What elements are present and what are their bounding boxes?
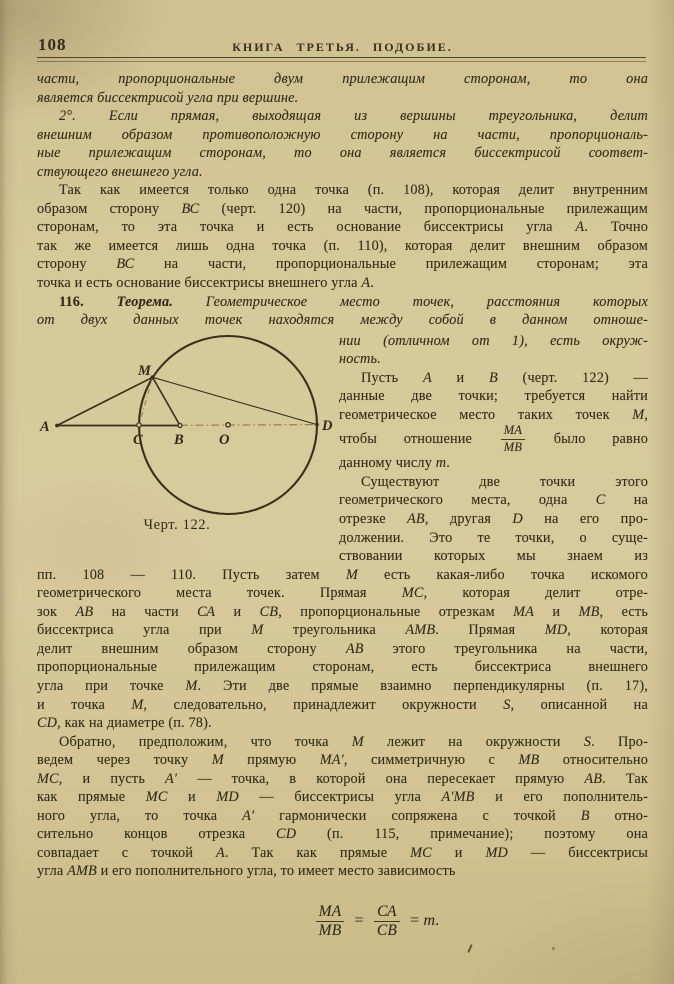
text-line: от двух данных точек находятся между собой в данном отноше- — [37, 312, 648, 329]
paragraph-block-top — [37, 70, 648, 330]
text-line: угла при точке М. Эти две прямые взаимно перпендикулярны (п. 17), — [37, 677, 648, 694]
segment-md — [153, 377, 317, 424]
page-header — [37, 0, 648, 56]
text-line: сторонам, то эта точка и есть основание биссектрисы угла А. Точно — [37, 219, 648, 236]
text-line: сительно концов отрезка CD (п. 115, примечание); поэтому она — [37, 826, 648, 843]
running-title: КНИГА ТРЕТЬЯ. ПОДОБИЕ. — [232, 40, 453, 54]
text-line: ные прилежащим сторонам, то она является биссектрисой соответ- — [37, 145, 648, 162]
page-number: 108 — [38, 35, 67, 54]
text-line: части, пропорциональные двум прилежащим сторонам, то она — [37, 71, 648, 87]
text-line: нии (отличном от 1), есть окруж- — [339, 332, 648, 349]
text-line: совпадает с точкой А. Так как прямые МС и MD — биссектрисы — [37, 844, 648, 861]
figure-caption: Черт. 122. — [143, 516, 211, 533]
inline-fraction: $\frac{СА}{СВ}$ — [374, 904, 400, 940]
text-line: Так как имеется только одна точка (п. 108), которая делит внутренним — [59, 182, 648, 199]
text-line: точка и есть основание биссектрисы внешнего угла А. — [37, 275, 375, 292]
text-line: геометрического места, одна С на — [339, 492, 648, 509]
segment-mc-dashed — [139, 377, 153, 425]
text-line: данные две точки; требуется найти — [339, 388, 648, 405]
text-line: делит внешним образом сторону АВ этого треугольника на части, — [37, 640, 648, 657]
text-line: ного угла, то точка А′ гармонически сопряжена с точкой В отно- — [37, 807, 649, 824]
ink-speck — [467, 944, 472, 953]
text-line: пропорциональные прилежащим сторонам, есть биссектриса внешнего — [37, 659, 648, 676]
text-line: образом сторону ВС (черт. 120) на части, пропорциональные прилежащим — [37, 200, 648, 217]
point-a — [55, 423, 59, 427]
text-line: угла АМВ и его пополнительного угла, то имеет место зависимость — [37, 863, 456, 880]
text-line: геометрическое место таких точек М, — [339, 406, 648, 423]
point-label-m: M — [138, 362, 151, 379]
text-line: ствующего внешнего угла. — [37, 163, 203, 180]
text-line: ствовании которых мы знаем из — [339, 548, 648, 565]
text-line: является биссектрисой угла при вершине. — [37, 89, 299, 106]
text-line: внешним образом противоположную сторону на части, пропорциональ- — [37, 126, 648, 143]
point-m — [151, 375, 155, 379]
text-line: пп. 108 — 110. Пусть затем М есть какая-либо точка искомого — [37, 566, 648, 583]
text-line: МС, и пусть А′ — точка, в которой она пересекает прямую АВ. Так — [37, 770, 648, 787]
text-line: чтобы отношение $\frac{МА}{МВ}$ было равно — [339, 423, 648, 454]
page-content — [37, 0, 648, 944]
segment-bd-dashed — [180, 424, 317, 425]
text-line: 116. Теорема. Геометрическое место точек, расстояния которых — [59, 293, 648, 310]
text-line: Пусть А и В (черт. 122) — — [361, 369, 649, 386]
text-line: отрезке АВ, другая D на его про- — [339, 511, 648, 528]
display-formula — [37, 898, 648, 944]
text-line: $\frac{МА}{МВ}$ = $\frac{СА}{СВ}$ = m. — [101, 898, 648, 944]
text-line: и точка М, следовательно, принадлежит окружности S, описанной на — [37, 696, 648, 713]
point-b — [178, 423, 182, 427]
text-line: ведем через точку М прямую МА′, симметричную с МВ относительно — [37, 752, 649, 769]
ink-speck — [552, 947, 555, 950]
text-line: биссектриса угла при М треугольника АМВ. Прямая MD, которая — [37, 622, 648, 639]
geometry-diagram — [37, 332, 339, 516]
point-label-c: C — [133, 431, 143, 448]
figure-text-row — [37, 332, 648, 566]
paragraph-block-right — [339, 332, 648, 566]
inline-fraction: $\frac{МА}{МВ}$ — [316, 904, 345, 940]
point-label-d: D — [322, 417, 333, 434]
text-line: как прямые МС и MD — биссектрисы угла А′МВ и его пополнитель- — [37, 789, 648, 806]
text-line: 2°. Если прямая, выходящая из вершины треугольника, делит — [59, 108, 648, 125]
text-line: геометрического места точек. Прямая МС, которая делит отре- — [37, 585, 648, 602]
point-label-b: B — [174, 431, 184, 448]
text-line: так же имеется лишь одна точка (п. 110), которая делит внешним образом — [37, 237, 648, 254]
text-line: ность. — [339, 351, 381, 368]
text-line: сторону ВС на части, пропорциональные прилежащим сторонам; эта — [37, 256, 648, 273]
header-rule — [37, 57, 646, 62]
text-line: данному числу m. — [339, 455, 450, 472]
text-line: должении. Это те точки, о суще- — [339, 529, 648, 546]
text-line: зок АВ на части СА и СВ, пропорциональные отрезкам МА и МВ, есть — [37, 603, 648, 620]
text-line: Обратно, предположим, что точка М лежит на окружности S. Про- — [59, 733, 648, 750]
point-c — [137, 422, 141, 426]
paragraph-block-bottom — [37, 566, 648, 881]
inline-fraction: $\frac{МА}{МВ}$ — [501, 424, 525, 453]
point-o-center — [226, 422, 230, 426]
point-label-o: O — [219, 431, 230, 448]
text-line: CD, как на диаметре (п. 78). — [37, 715, 212, 732]
point-label-a: A — [40, 418, 50, 435]
text-line: Существуют две точки этого — [361, 473, 648, 490]
figure-chert-122 — [37, 332, 339, 534]
point-d — [315, 422, 319, 426]
